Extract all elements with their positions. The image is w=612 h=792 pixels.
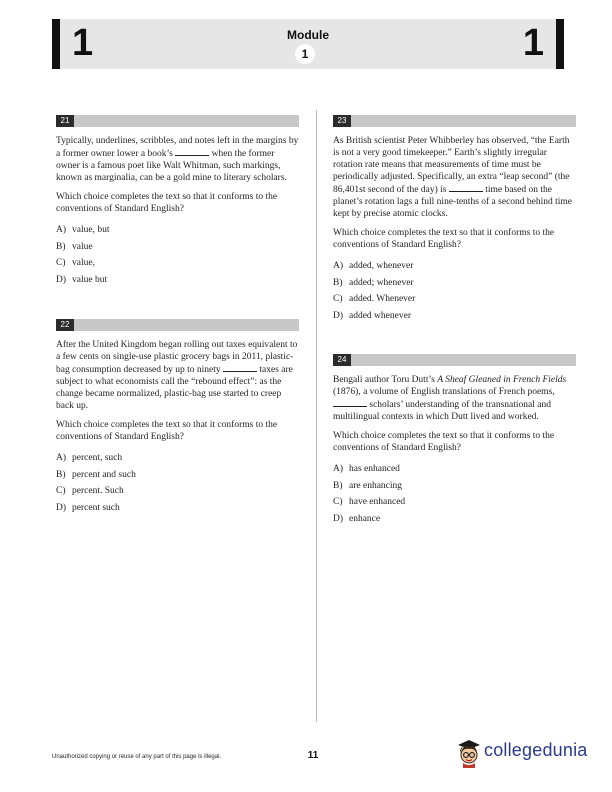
answer-blank: [175, 147, 209, 156]
answer-choice[interactable]: [56, 502, 299, 514]
passage-text: taxes are subject to what economists call the “rebound effect”: as the change became normalized, plastic-bag use started to creep back up.: [56, 365, 293, 411]
question-22: [56, 319, 299, 518]
question-number: 24: [333, 354, 351, 366]
answer-choices: [333, 260, 576, 322]
choice-text: added, whenever: [349, 261, 414, 271]
question-passage: [333, 374, 576, 423]
passage-text: After the United Kingdom began rolling out taxes equivalent to a few cents on single-use plastic grocery bags in 2011, plastic-bag consumption decreased by up to ninety: [56, 340, 298, 375]
choice-text: added; whenever: [349, 277, 414, 288]
choice-text: percent and such: [72, 469, 136, 480]
choice-text: value,: [72, 258, 95, 268]
question-bar: [56, 115, 299, 127]
answer-choice[interactable]: [56, 485, 299, 497]
question-21: [56, 115, 299, 290]
question-prompt: Which choice completes the text so that it conforms to the conventions of Standard English?: [56, 192, 278, 214]
question-passage: [333, 135, 576, 220]
answer-choice[interactable]: [56, 274, 299, 286]
choice-letter: D): [333, 310, 344, 321]
header-right-number: 1: [522, 22, 544, 64]
logo-text: collegedunia: [484, 740, 588, 760]
module-label: Module: [287, 28, 329, 42]
choice-letter: B): [56, 469, 66, 480]
passage-text: Bengali author Toru Dutt’s: [333, 375, 438, 385]
choice-text: are enhancing: [349, 480, 403, 491]
question-number: 23: [333, 115, 351, 127]
answer-choice[interactable]: [56, 241, 299, 253]
header-left-bar: [52, 19, 60, 69]
choice-text: percent. Such: [72, 486, 124, 496]
answer-choice[interactable]: [333, 260, 576, 272]
question-bar: [56, 319, 299, 331]
passage-text: scholars’ understanding of the transnational and multilingual contexts in which Dutt lived and worked.: [333, 400, 551, 422]
module-header: [52, 19, 564, 69]
choice-text: value, but: [72, 225, 110, 235]
book-title: A Sheaf Gleaned in French Fields: [437, 375, 567, 385]
answer-choice[interactable]: [56, 452, 299, 464]
choice-letter: B): [333, 277, 343, 288]
answer-choice[interactable]: [333, 480, 576, 492]
column-divider: [316, 110, 317, 722]
student-mascot-icon: [454, 736, 484, 768]
header-right-bar: [556, 19, 564, 69]
choice-text: value: [72, 241, 93, 252]
answer-blank: [223, 363, 257, 372]
question-bar: [333, 354, 576, 366]
answer-blank: [333, 398, 367, 407]
copyright-notice: Unauthorized copying or reuse of any part of this page is illegal.: [52, 754, 222, 760]
passage-text: (1876), a volume of English translations of French poems,: [333, 387, 555, 397]
question-prompt: Which choice completes the text so that it conforms to the conventions of Standard English?: [56, 420, 278, 442]
page-number: 11: [307, 750, 319, 761]
choice-text: enhance: [349, 513, 381, 524]
answer-choice[interactable]: [333, 496, 576, 508]
question-prompt: Which choice completes the text so that it conforms to the conventions of Standard English?: [333, 228, 555, 250]
choice-letter: C): [333, 294, 343, 304]
choice-letter: A): [56, 225, 67, 235]
question-prompt: Which choice completes the text so that it conforms to the conventions of Standard English?: [333, 431, 555, 453]
choice-letter: C): [56, 486, 66, 496]
passage-text: when the former owner is a famous poet like Walt Whitman, such markings, known as marginalia, can be a gold mine to literary scholars.: [56, 149, 287, 183]
collegedunia-logo: [454, 736, 588, 768]
choice-text: value but: [72, 274, 108, 285]
choice-letter: A): [333, 464, 344, 474]
choice-text: percent, such: [72, 453, 123, 463]
answer-choices: [56, 452, 299, 514]
answer-choices: [333, 463, 576, 525]
module-number-badge: 1: [295, 44, 315, 64]
answer-choice[interactable]: [333, 513, 576, 525]
choice-letter: C): [56, 258, 66, 268]
question-23: [333, 115, 576, 326]
choice-text: added. Whenever: [349, 294, 416, 304]
choice-letter: D): [56, 502, 67, 513]
answer-choice[interactable]: [333, 293, 576, 305]
passage-text: time based on the planet’s rotation lags a full nine-tenths of a second behind time kept by precise atomic clocks.: [333, 185, 573, 219]
question-passage: [56, 339, 299, 412]
choice-text: added whenever: [349, 310, 411, 321]
question-bar: [333, 115, 576, 127]
answer-choice[interactable]: [333, 277, 576, 289]
answer-choices: [56, 224, 299, 286]
choice-letter: A): [333, 261, 344, 271]
choice-letter: A): [56, 453, 67, 463]
answer-choice[interactable]: [56, 257, 299, 269]
answer-choice[interactable]: [333, 310, 576, 322]
choice-text: have enhanced: [349, 497, 406, 507]
choice-letter: B): [56, 241, 66, 252]
answer-blank: [449, 183, 483, 192]
header-left-number: 1: [72, 22, 94, 64]
answer-choice[interactable]: [56, 469, 299, 481]
choice-letter: C): [333, 497, 343, 507]
choice-text: percent such: [72, 502, 120, 513]
question-24: [333, 354, 576, 529]
question-number: 21: [56, 115, 74, 127]
answer-choice[interactable]: [333, 463, 576, 475]
choice-letter: D): [56, 274, 67, 285]
choice-text: has enhanced: [349, 464, 400, 474]
question-passage: [56, 135, 299, 184]
passage-text: As British scientist Peter Whibberley has observed, “the Earth is not a very good timekeeper.” Earth’s slightly irregular rotation rate means that measurements of time must be periodically adjusted. Specifically, an extra “leap second” (the 86,401st second of the day) is: [333, 136, 570, 195]
choice-letter: D): [333, 513, 344, 524]
question-number: 22: [56, 319, 74, 331]
answer-choice[interactable]: [56, 224, 299, 236]
choice-letter: B): [333, 480, 343, 491]
passage-text: Typically, underlines, scribbles, and notes left in the margins by a former owner lower a book’s: [56, 136, 299, 159]
